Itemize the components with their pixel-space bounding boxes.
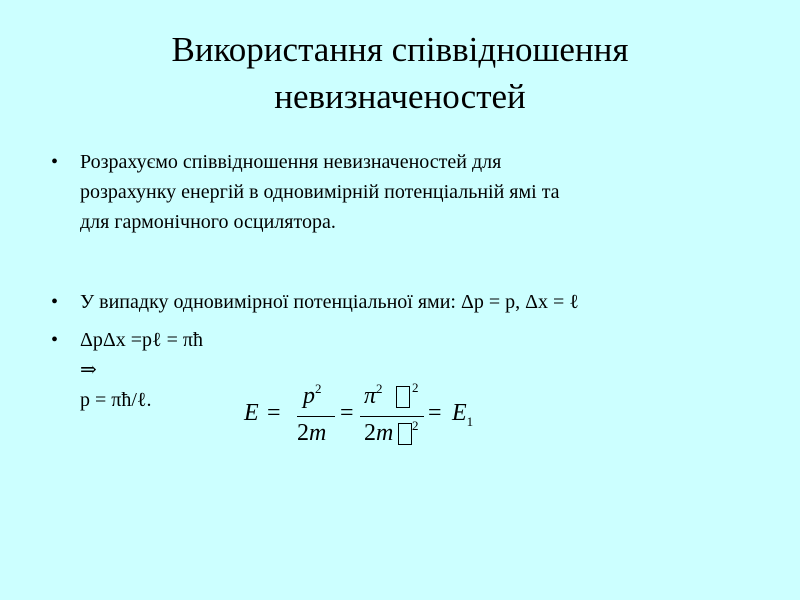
formula-E1: $E_1$ (452, 400, 474, 429)
formula-numerator-p: $p^2$ (303, 381, 322, 409)
fraction-line-1 (297, 416, 335, 417)
bullet-1-line-1: Розрахуємо співвідношення невизначеностей для (80, 151, 502, 173)
formula-exponent: 2 (412, 418, 419, 433)
bullet-1-line-3: для гармонічного осцилятора. (80, 211, 336, 233)
bullet-item-2 (51, 287, 751, 317)
formula-numerator-pi: $\pi^2$ (364, 381, 383, 409)
formula-denominator-2m-l: 2m (364, 420, 394, 446)
bullet-3-left: ΔpΔx =pℓ = πħ (80, 329, 203, 351)
missing-glyph-hbar (396, 386, 410, 408)
formula-equals-3: = (428, 400, 442, 426)
bullet-1-line-2: розрахунку енергій в одновимірній потенціальній ямі та (80, 181, 560, 203)
bullet-item-1 (51, 147, 751, 242)
missing-glyph-ell (398, 423, 412, 445)
bullet-text-2: У випадку одновимірної потенціальної ями: Δp = p, Δx = ℓ (80, 291, 579, 313)
bullet-marker: • (51, 329, 59, 351)
fraction-line-2 (360, 416, 424, 417)
bullet-marker: • (51, 291, 59, 313)
formula-E: E (244, 400, 259, 426)
bullet-marker: • (51, 151, 59, 173)
formula-denominator-2m: 2m (297, 420, 327, 446)
formula-equals-1: = (267, 400, 281, 426)
bullet-3-right: p = πħ/ℓ. (80, 389, 152, 411)
title-line-1: Використання співвідношення (171, 30, 629, 69)
implies-arrow: ⇒ (80, 359, 97, 381)
formula-equals-2: = (340, 400, 354, 426)
slide-title (80, 26, 720, 120)
bullet-text-3 (80, 325, 203, 415)
energy-formula (240, 380, 500, 450)
bullet-text-1 (80, 147, 560, 237)
title-line-2: невизначеностей (274, 77, 526, 116)
formula-exponent: 2 (412, 380, 419, 395)
